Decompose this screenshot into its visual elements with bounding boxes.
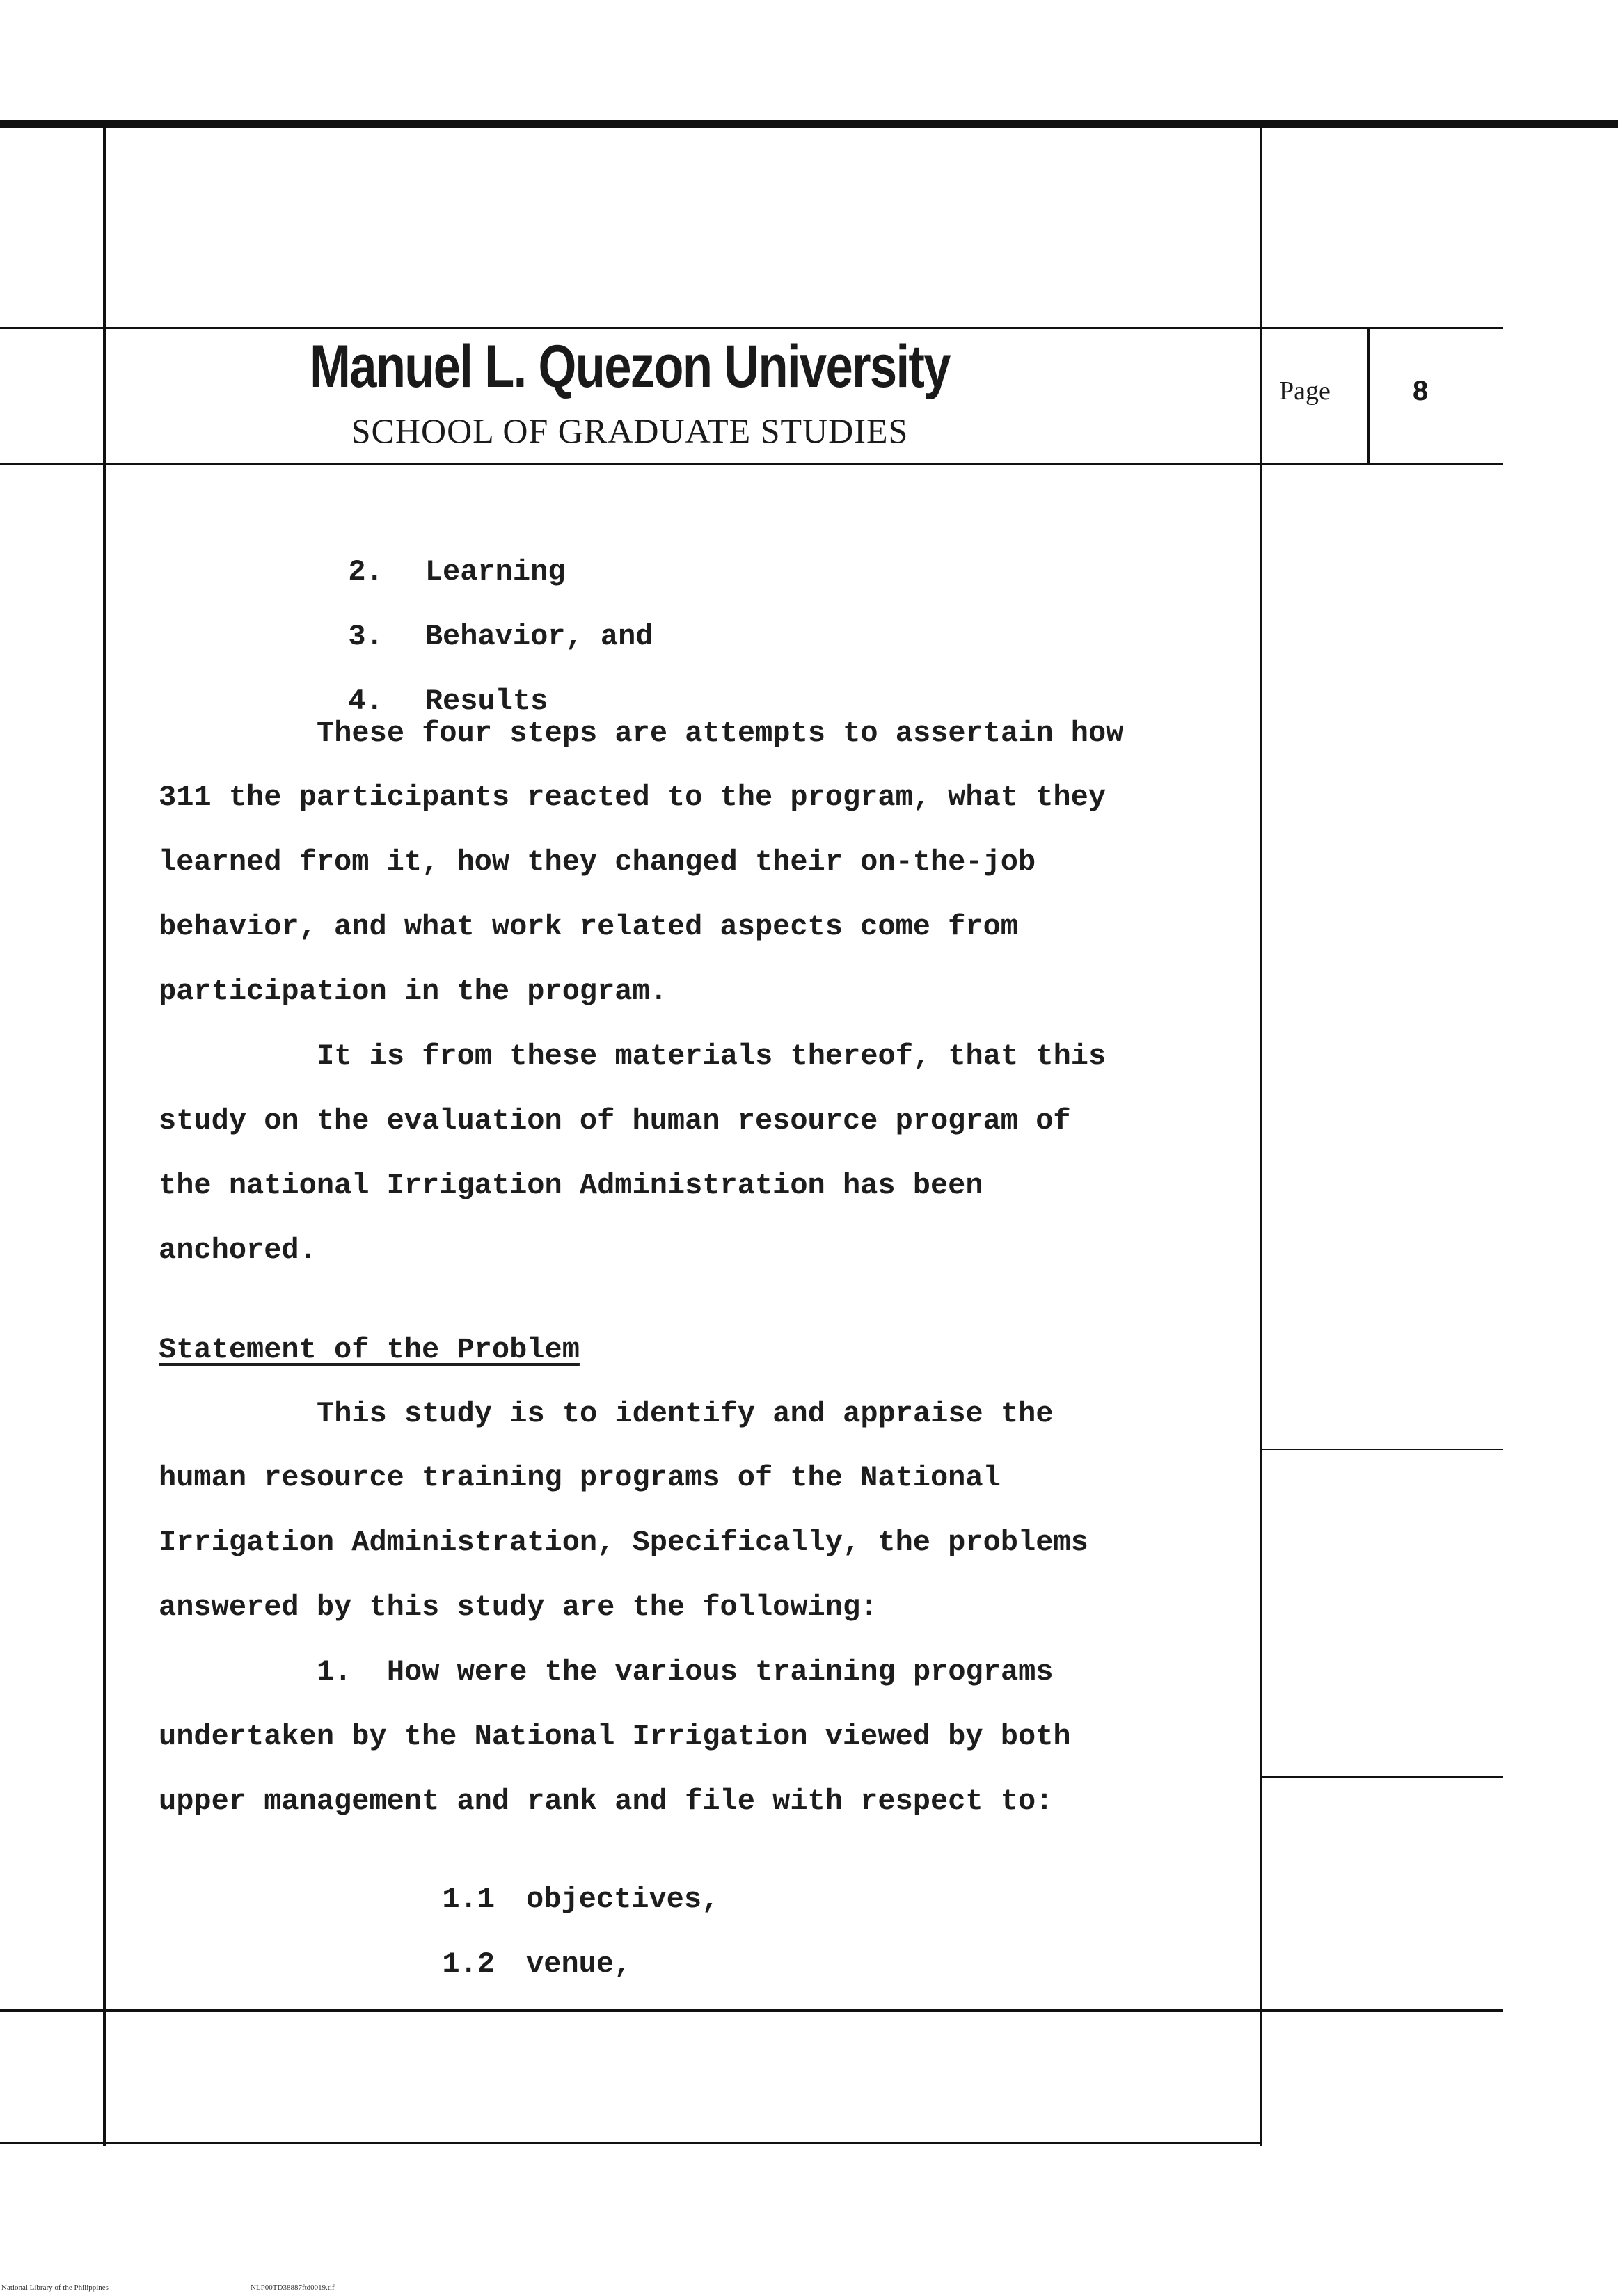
margin-tick-2 [1262,1776,1503,1778]
page-number: 8 [1413,376,1429,406]
sub-item-text: objectives, [526,1883,720,1916]
paragraph-line: participation in the program. [159,975,667,1008]
margin-tick-1 [1262,1449,1503,1450]
paragraph-line: the national Irrigation Administration has been [159,1169,983,1202]
page-box-divider [1367,327,1370,465]
paragraph-line: human resource training programs of the National [159,1461,1001,1494]
question-line: upper management and rank and file with respect to: [159,1785,1054,1818]
sub-item-num: 1.1 [442,1883,495,1916]
paragraph-line: anchored. [159,1234,317,1267]
paragraph-line: Irrigation Administration, Specifically, the problems [159,1526,1088,1559]
footer-line [0,2142,1262,2144]
list-item-text: Learning [425,555,566,589]
right-margin-line [1260,128,1262,2146]
school-name: SCHOOL OF GRADUATE STUDIES [351,411,909,450]
footer-library: National Library of the Philippines [1,2283,109,2292]
list-item-num: 3. [348,620,383,653]
paragraph-line: study on the evaluation of human resource program of [159,1104,1071,1138]
top-border [0,120,1618,128]
paragraph-line: learned from it, how they changed their on-the-job [159,845,1036,879]
paragraph-line: These four steps are attempts to assertain how [317,717,1124,750]
paragraph-line: It is from these materials thereof, that this [317,1039,1107,1073]
list-item [313,522,565,589]
sub-item-text: venue, [526,1947,632,1981]
paragraph-line: behavior, and what work related aspects come from [159,910,1019,943]
list-item-text: Results [425,685,548,718]
section-heading: Statement of the Problem [159,1333,580,1366]
header-bottom-line [0,463,1503,465]
footer-filename: NLP00TD38887ftd0019.tif [251,2283,335,2292]
question-line: 1. How were the various training programs [317,1655,1054,1689]
question-line: undertaken by the National Irrigation viewed by both [159,1720,1071,1753]
list-item [313,587,653,653]
university-name: Manuel L. Quezon University [310,333,950,400]
list-item [313,651,548,718]
list-item-num: 2. [348,555,383,589]
paragraph-line: This study is to identify and appraise the [317,1397,1054,1430]
list-item-num: 4. [348,685,383,718]
page-label: Page [1279,376,1331,406]
sub-item [407,1914,631,1981]
list-item-text: Behavior, and [425,620,653,653]
header-top-line [0,327,1503,329]
sub-item-num: 1.2 [442,1947,495,1981]
paragraph-line: 311 the participants reacted to the program, what they [159,781,1107,814]
bottom-line [0,2009,1503,2012]
paragraph-line: answered by this study are the following: [159,1591,878,1624]
sub-item [407,1849,719,1916]
